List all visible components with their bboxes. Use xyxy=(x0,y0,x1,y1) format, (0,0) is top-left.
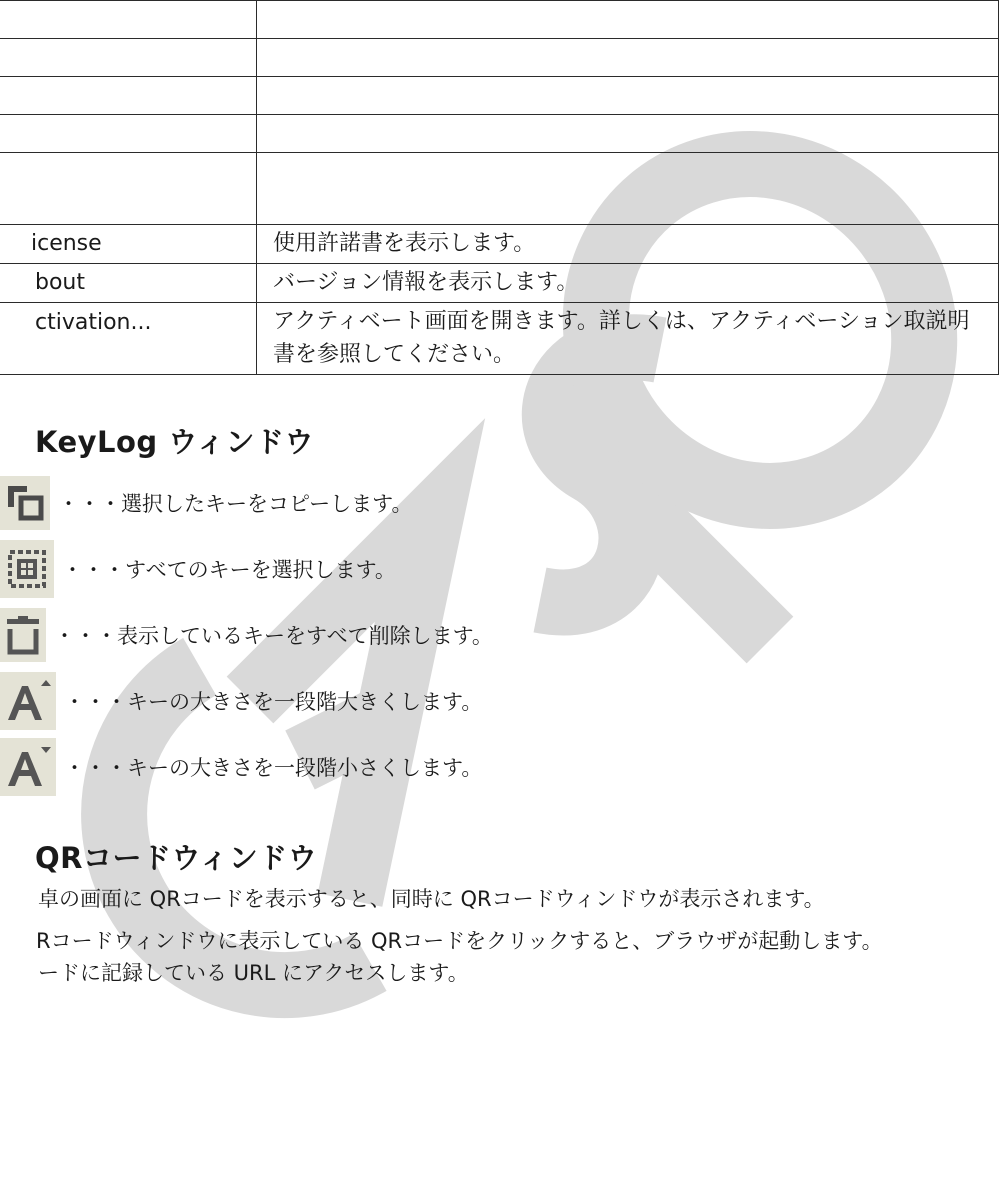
menu-name-cell xyxy=(0,153,257,225)
keylog-item-clear xyxy=(0,608,493,662)
qr-heading: QRコードウィンドウ xyxy=(35,841,318,875)
menu-name-cell: bout xyxy=(0,264,257,303)
menu-name-cell: icense xyxy=(0,225,257,264)
keylog-item-text: ・・・すべてのキーを選択します。 xyxy=(62,558,396,582)
table-row xyxy=(0,1,999,39)
qr-paragraph: 卓の画面に QRコードを表示すると、同時に QRコードウィンドウが表示されます。 xyxy=(38,887,825,911)
keylog-item-text: ・・・表示しているキーをすべて削除します。 xyxy=(54,624,493,648)
keylog-item-copy xyxy=(0,476,412,530)
keylog-item-text: ・・・キーの大きさを一段階大きくします。 xyxy=(64,690,483,714)
table-row xyxy=(0,264,999,303)
menu-desc-cell xyxy=(257,115,999,153)
keylog-heading: KeyLog ウィンドウ xyxy=(35,425,315,459)
font-smaller-icon[interactable] xyxy=(0,738,56,796)
menu-name-cell xyxy=(0,1,257,39)
table-row xyxy=(0,153,999,225)
menu-desc-cell: アクティベート画面を開きます。詳しくは、アクティベーション取説明書を参照してください。 xyxy=(257,303,999,375)
menu-name-cell xyxy=(0,115,257,153)
trash-icon[interactable] xyxy=(0,608,46,662)
table-row xyxy=(0,115,999,153)
menu-name-cell: ctivation... xyxy=(0,303,257,375)
select-all-icon[interactable] xyxy=(0,540,54,598)
table-row xyxy=(0,39,999,77)
qr-paragraph: ードに記録している URL にアクセスします。 xyxy=(38,961,469,985)
qr-paragraph: Rコードウィンドウに表示している QRコードをクリックすると、ブラウザが起動します。 xyxy=(36,929,883,953)
keylog-item-font-larger xyxy=(0,672,482,730)
menu-desc-cell xyxy=(257,153,999,225)
menu-name-cell xyxy=(0,39,257,77)
copy-icon[interactable] xyxy=(0,476,50,530)
table-row xyxy=(0,225,999,264)
menu-desc-cell xyxy=(257,1,999,39)
menu-table xyxy=(0,0,999,375)
table-row xyxy=(0,77,999,115)
menu-desc-cell xyxy=(257,39,999,77)
font-larger-icon[interactable] xyxy=(0,672,56,730)
keylog-item-font-smaller xyxy=(0,738,482,796)
menu-desc-cell xyxy=(257,77,999,115)
table-row xyxy=(0,303,999,375)
keylog-item-select-all xyxy=(0,540,396,598)
menu-desc-cell: 使用許諾書を表示します。 xyxy=(257,225,999,264)
menu-desc-cell: バージョン情報を表示します。 xyxy=(257,264,999,303)
keylog-item-text: ・・・キーの大きさを一段階小さくします。 xyxy=(64,756,483,780)
keylog-item-text: ・・・選択したキーをコピーします。 xyxy=(58,492,413,516)
menu-name-cell xyxy=(0,77,257,115)
